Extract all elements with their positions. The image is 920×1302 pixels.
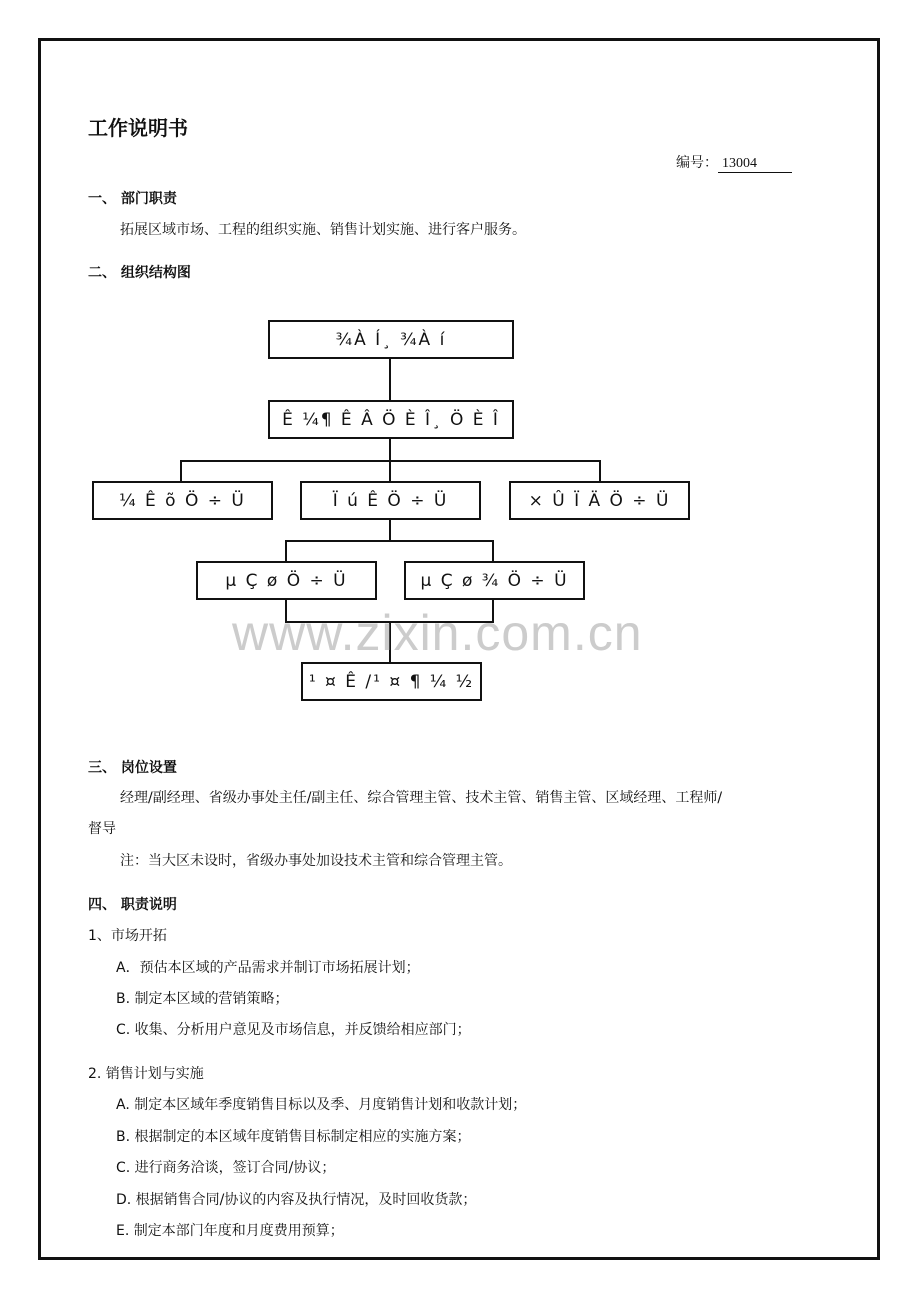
org-box-fourth-2: µ Ç ø ¾ Ö ÷ Ü bbox=[404, 561, 585, 600]
page-title: 工作说明书 bbox=[88, 116, 188, 140]
list-item: A．预估本区域的产品需求并制订市场拓展计划； bbox=[116, 960, 420, 976]
connector-line bbox=[285, 540, 494, 542]
org-box-second: Ê ¼¶ Ê Â Ö È Î¸ Ö È Î bbox=[268, 400, 514, 439]
document-number-label: 编号： bbox=[676, 155, 718, 171]
watermark: www.zixin.com.cn bbox=[232, 605, 643, 661]
connector-line bbox=[599, 460, 601, 482]
list-item: C. 收集、分析用户意见及市场信息，并反馈给相应部门； bbox=[116, 1022, 471, 1038]
document-number-value: 13004 bbox=[718, 156, 792, 173]
list-item: D. 根据销售合同/协议的内容及执行情况，及时回收货款； bbox=[116, 1192, 477, 1208]
connector-line bbox=[180, 460, 182, 482]
org-box-fourth-1: µ Ç ø Ö ÷ Ü bbox=[196, 561, 377, 600]
subsection-1-title: 1、市场开拓 bbox=[88, 928, 167, 944]
connector-line bbox=[389, 358, 391, 400]
org-box-third-3: × Û Ï Ä Ö ÷ Ü bbox=[509, 481, 690, 520]
section-3-heading: 三、 岗位设置 bbox=[88, 760, 177, 776]
org-box-third-1: ¼ Ê õ Ö ÷ Ü bbox=[92, 481, 273, 520]
connector-line bbox=[492, 540, 494, 562]
section-3-note: 注：当大区未设时，省级办事处加设技术主管和综合管理主管。 bbox=[120, 853, 512, 869]
list-item: B. 根据制定的本区域年度销售目标制定相应的实施方案； bbox=[116, 1129, 471, 1145]
section-1-body: 拓展区域市场、工程的组织实施、销售计划实施、进行客户服务。 bbox=[120, 222, 526, 238]
connector-line bbox=[389, 460, 391, 482]
section-3-line-2: 督导 bbox=[88, 821, 116, 837]
org-box-fifth: ¹ ¤ Ê /¹ ¤ ¶ ¼ ½ bbox=[301, 662, 482, 701]
document-number bbox=[676, 152, 792, 173]
section-4-heading: 四、 职责说明 bbox=[88, 897, 177, 913]
connector-line bbox=[285, 540, 287, 562]
section-2-heading: 二、 组织结构图 bbox=[88, 265, 191, 281]
list-item: C. 进行商务洽谈，签订合同/协议； bbox=[116, 1160, 336, 1176]
connector-line bbox=[389, 438, 391, 461]
org-box-third-2: Ï ú Ê Ö ÷ Ü bbox=[300, 481, 481, 520]
connector-line bbox=[389, 518, 391, 541]
section-1-heading: 一、 部门职责 bbox=[88, 191, 177, 207]
subsection-2-title: 2. 销售计划与实施 bbox=[88, 1066, 204, 1082]
list-item: B. 制定本区域的营销策略； bbox=[116, 991, 289, 1007]
org-box-top: ¾À Í¸ ¾À í bbox=[268, 320, 514, 359]
section-3-line-1: 经理/副经理、省级办事处主任/副主任、综合管理主管、技术主管、销售主管、区域经理、工程师/ bbox=[120, 790, 723, 806]
list-item: A. 制定本区域年季度销售目标以及季、月度销售计划和收款计划； bbox=[116, 1097, 527, 1113]
list-item: E. 制定本部门年度和月度费用预算； bbox=[116, 1223, 344, 1239]
